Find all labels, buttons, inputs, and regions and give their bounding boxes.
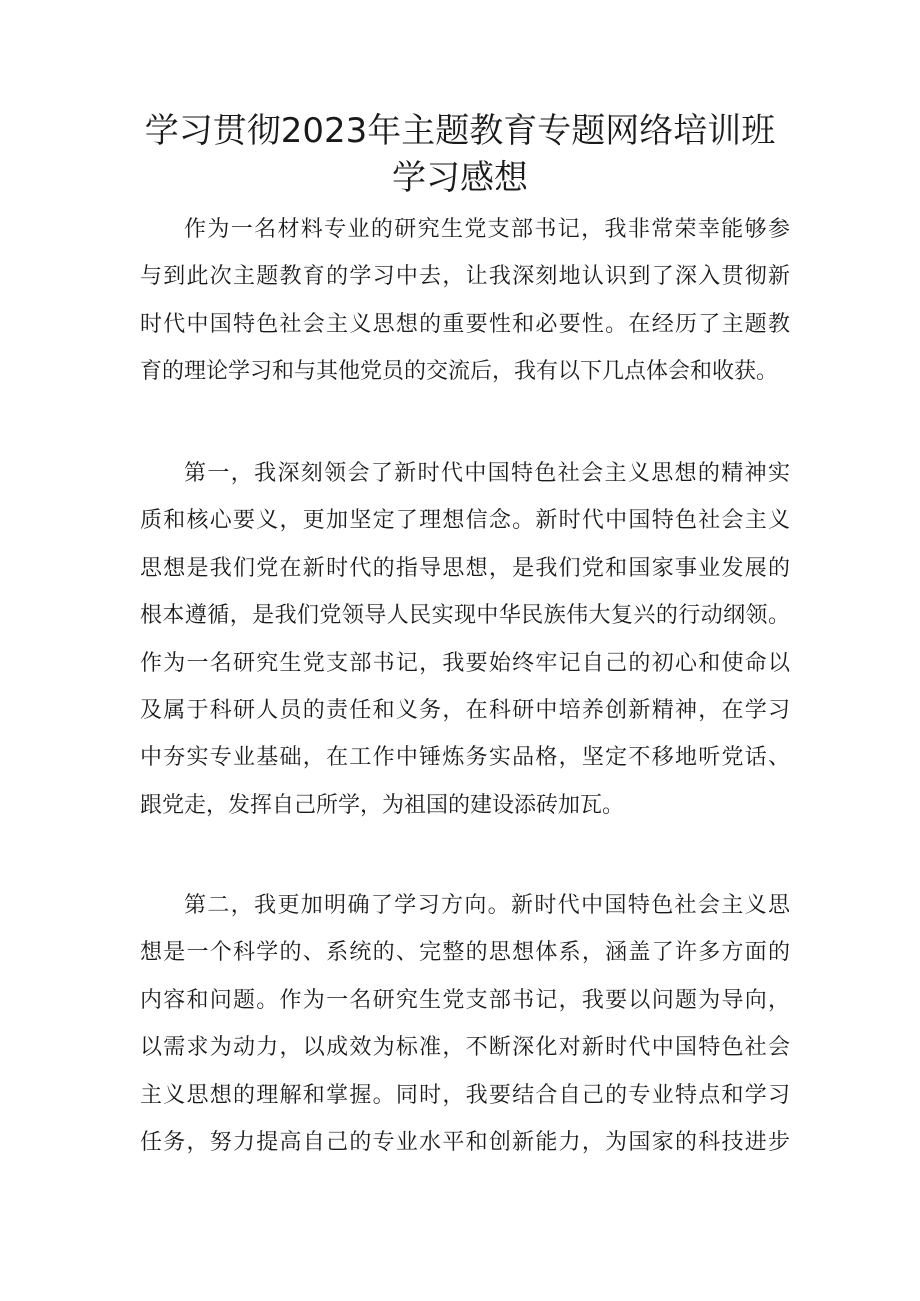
paragraph-first-point: [140, 450, 790, 829]
paragraph-second-point: [140, 882, 790, 1166]
text-line: 内容和问题。作为一名研究生党支部书记，我要以问题为导向，: [140, 987, 790, 1013]
text-line: 育的理论学习和与其他党员的交流后，我有以下几点体会和收获。: [140, 359, 779, 385]
text-line: 质和核心要义，更加坚定了理想信念。新时代中国特色社会主义: [140, 508, 790, 534]
paragraph-intro: [140, 206, 790, 396]
text-line: 第二，我更加明确了学习方向。新时代中国特色社会主义思: [184, 893, 790, 918]
text-line: 任务，努力提高自己的专业水平和创新能力，为国家的科技进步: [140, 1129, 790, 1155]
text-line: 想是一个科学的、系统的、完整的思想体系，涵盖了许多方面的: [140, 940, 790, 966]
text-line: 作为一名材料专业的研究生党支部书记，我非常荣幸能够参: [184, 217, 790, 242]
text-line: 与到此次主题教育的学习中去，让我深刻地认识到了深入贯彻新: [140, 264, 790, 290]
text-line: 根本遵循，是我们党领导人民实现中华民族伟大复兴的行动纲领。: [140, 603, 790, 629]
text-line: 时代中国特色社会主义思想的重要性和必要性。在经历了主题教: [140, 311, 790, 337]
text-line: 思想是我们党在新时代的指导思想，是我们党和国家事业发展的: [140, 555, 790, 581]
document-title-line-2: 学习感想: [392, 158, 528, 198]
text-line: 中夯实专业基础，在工作中锤炼务实品格，坚定不移地听党话、: [140, 745, 790, 771]
text-line: 作为一名研究生党支部书记，我要始终牢记自己的初心和使命以: [140, 650, 790, 676]
text-line: 第一，我深刻领会了新时代中国特色社会主义思想的精神实: [184, 461, 790, 486]
text-line: 以需求为动力，以成效为标准，不断深化对新时代中国特色社会: [140, 1035, 790, 1061]
text-line: 及属于科研人员的责任和义务，在科研中培养创新精神，在学习: [140, 697, 790, 723]
document-title-line-1: 学习贯彻2023年主题教育专题网络培训班: [144, 111, 776, 151]
text-line: 跟党走，发挥自己所学，为祖国的建设添砖加瓦。: [140, 792, 625, 818]
text-line: 主义思想的理解和掌握。同时，我要结合自己的专业特点和学习: [140, 1082, 790, 1108]
